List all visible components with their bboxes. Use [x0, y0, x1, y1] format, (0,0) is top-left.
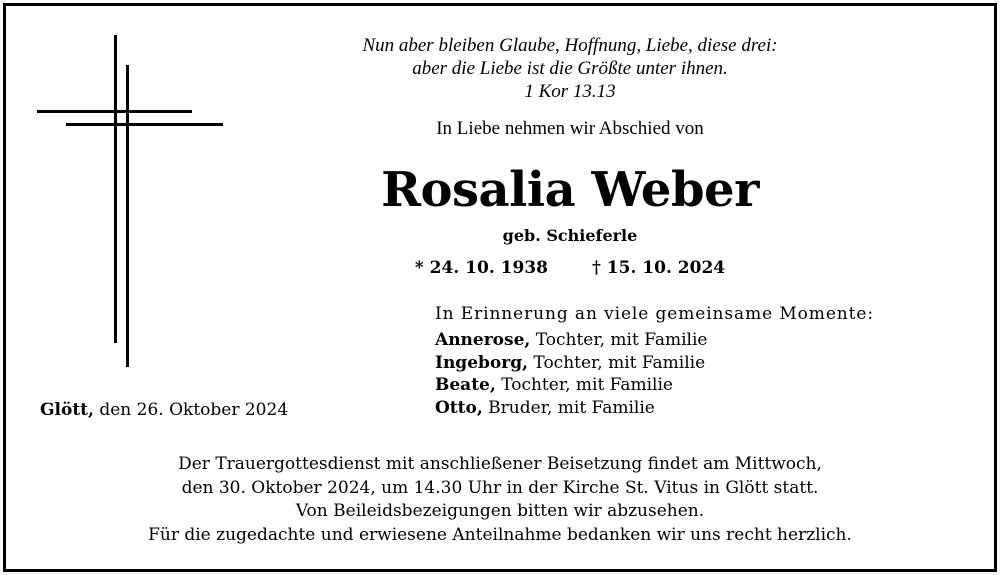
- mourner-item: [435, 374, 707, 397]
- verse-line-2: aber die Liebe ist die Größte unter ihnen.: [412, 58, 728, 79]
- mourner-name: Annerose,: [435, 330, 531, 350]
- mourner-item: [435, 397, 707, 420]
- cross-icon: [0, 0, 240, 380]
- mourner-name: Beate,: [435, 375, 496, 395]
- closing-line-4: Für die zugedachte und erwiesene Anteilnahme bedanken wir uns recht herzlich.: [148, 524, 852, 545]
- mourner-relation: Tochter, mit Familie: [495, 375, 673, 395]
- deceased-name: Rosalia Weber: [381, 162, 759, 218]
- mourner-relation: Tochter, mit Familie: [530, 330, 708, 350]
- notice-date: den 26. Oktober 2024: [93, 400, 289, 420]
- verse-line-1: Nun aber bleiben Glaube, Hoffnung, Liebe, diese drei:: [362, 35, 778, 56]
- place-name: Glött,: [40, 400, 94, 420]
- closing-text: [40, 453, 960, 547]
- mourner-item: [435, 329, 707, 352]
- bible-verse: [330, 34, 810, 103]
- life-dates: [330, 258, 810, 278]
- maiden-name: geb. Schieferle: [502, 226, 638, 245]
- mourner-item: [435, 352, 707, 375]
- mourner-relation: Tochter, mit Familie: [528, 352, 706, 373]
- remembrance-text: In Erinnerung an viele gemeinsame Momente:: [435, 304, 874, 324]
- verse-reference: 1 Kor 13.13: [524, 81, 616, 102]
- mourner-relation: Bruder, mit Familie: [482, 397, 655, 418]
- death-date: † 15. 10. 2024: [592, 258, 726, 278]
- mourners-list: [435, 329, 707, 419]
- closing-line-1: Der Trauergottesdienst mit anschließener Beisetzung findet am Mittwoch,: [178, 454, 822, 474]
- place-and-date: [40, 400, 288, 420]
- mourner-name: Otto,: [435, 397, 483, 418]
- birth-date: * 24. 10. 1938: [414, 258, 548, 278]
- closing-line-2: den 30. Oktober 2024, um 14.30 Uhr in der Kirche St. Vitus in Glött statt.: [181, 477, 819, 498]
- intro-text: In Liebe nehmen wir Abschied von: [436, 118, 704, 139]
- mourner-name: Ingeborg,: [435, 352, 529, 373]
- closing-line-3: Von Beileidsbezeigungen bitten wir abzusehen.: [295, 501, 705, 521]
